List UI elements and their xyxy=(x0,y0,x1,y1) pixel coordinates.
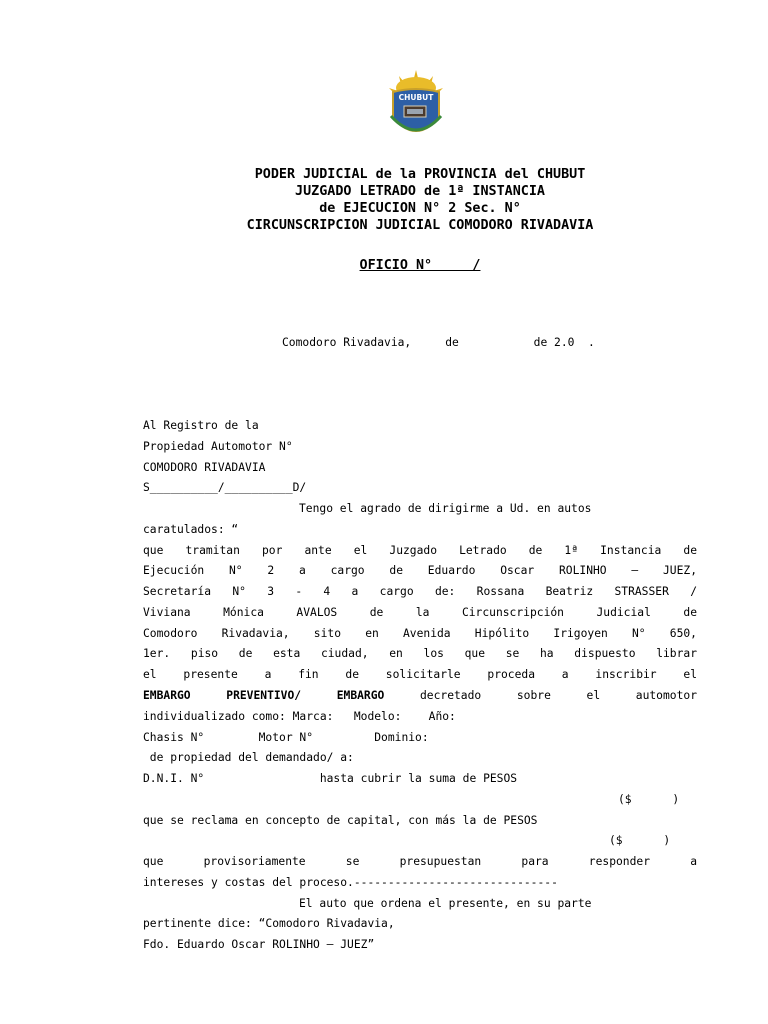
signature-line: Fdo. Eduardo Oscar ROLINHO – JUEZ” xyxy=(143,938,375,951)
body-line: de propiedad del demandado/ a: xyxy=(143,751,354,764)
body-line: El auto que ordena el presente, en su parte xyxy=(299,897,592,910)
recipient-line: COMODORO RIVADAVIA xyxy=(143,461,266,474)
court-circumscription: CIRCUNSCRIPCION JUDICIAL COMODORO RIVADAVIA xyxy=(246,218,594,233)
body-line: EMBARGO PREVENTIVO/ EMBARGO decretado sobre el automotor xyxy=(143,689,697,702)
recipient-line: Al Registro de la xyxy=(143,419,259,432)
body-line: que provisoriamente se presupuestan para responder a xyxy=(143,855,697,868)
court-subtitle: JUZGADO LETRADO de 1ª INSTANCIA xyxy=(295,184,545,199)
svg-text:CHUBUT: CHUBUT xyxy=(398,93,434,102)
recipient-line: Propiedad Automotor N° xyxy=(143,440,293,453)
body-line: Secretaría N° 3 - 4 a cargo de: Rossana Beatriz STRASSER / xyxy=(143,585,697,598)
body-line: que se reclama en concepto de capital, con más la de PESOS xyxy=(143,814,538,827)
date-line: Comodoro Rivadavia, de de 2.0 . xyxy=(282,336,595,349)
body-line: 1er. piso de esta ciudad, en los que se ha dispuesto librar xyxy=(143,647,697,660)
body-line: Tengo el agrado de dirigirme a Ud. en autos xyxy=(299,502,592,515)
court-title: PODER JUDICIAL de la PROVINCIA del CHUBUT xyxy=(254,167,586,182)
body-line: Viviana Mónica AVALOS de la Circunscripción Judicial de xyxy=(143,606,697,619)
body-line: individualizado como: Marca: Modelo: Año: xyxy=(143,710,456,723)
amount-interest: ($ ) xyxy=(609,834,671,847)
body-line: Comodoro Rivadavia, sito en Avenida Hipólito Irigoyen N° 650, xyxy=(143,627,697,640)
body-line: D.N.I. N° hasta cubrir la suma de PESOS xyxy=(143,772,518,785)
body-line: que tramitan por ante el Juzgado Letrado de 1ª Instancia de xyxy=(143,544,697,557)
body-line: el presente a fin de solicitarle proceda a inscribir el xyxy=(143,668,697,681)
body-line: Ejecución N° 2 a cargo de Eduardo Oscar ROLINHO – JUEZ, xyxy=(143,564,697,577)
chubut-seal-logo xyxy=(385,68,447,144)
body-line: intereses y costas del proceso.------------------------------ xyxy=(143,876,558,889)
salutation-line: S__________/__________D/ xyxy=(143,481,307,494)
amount-capital: ($ ) xyxy=(618,793,680,806)
oficio-number: OFICIO N° / xyxy=(359,258,481,273)
body-line: caratulados: “ xyxy=(143,523,239,536)
body-line: Chasis N° Motor N° Dominio: xyxy=(143,731,429,744)
body-line: pertinente dice: “Comodoro Rivadavia, xyxy=(143,917,395,930)
embargo-label: EMBARGO PREVENTIVO/ EMBARGO xyxy=(143,689,385,702)
court-division: de EJECUCION N° 2 Sec. N° xyxy=(319,201,521,216)
